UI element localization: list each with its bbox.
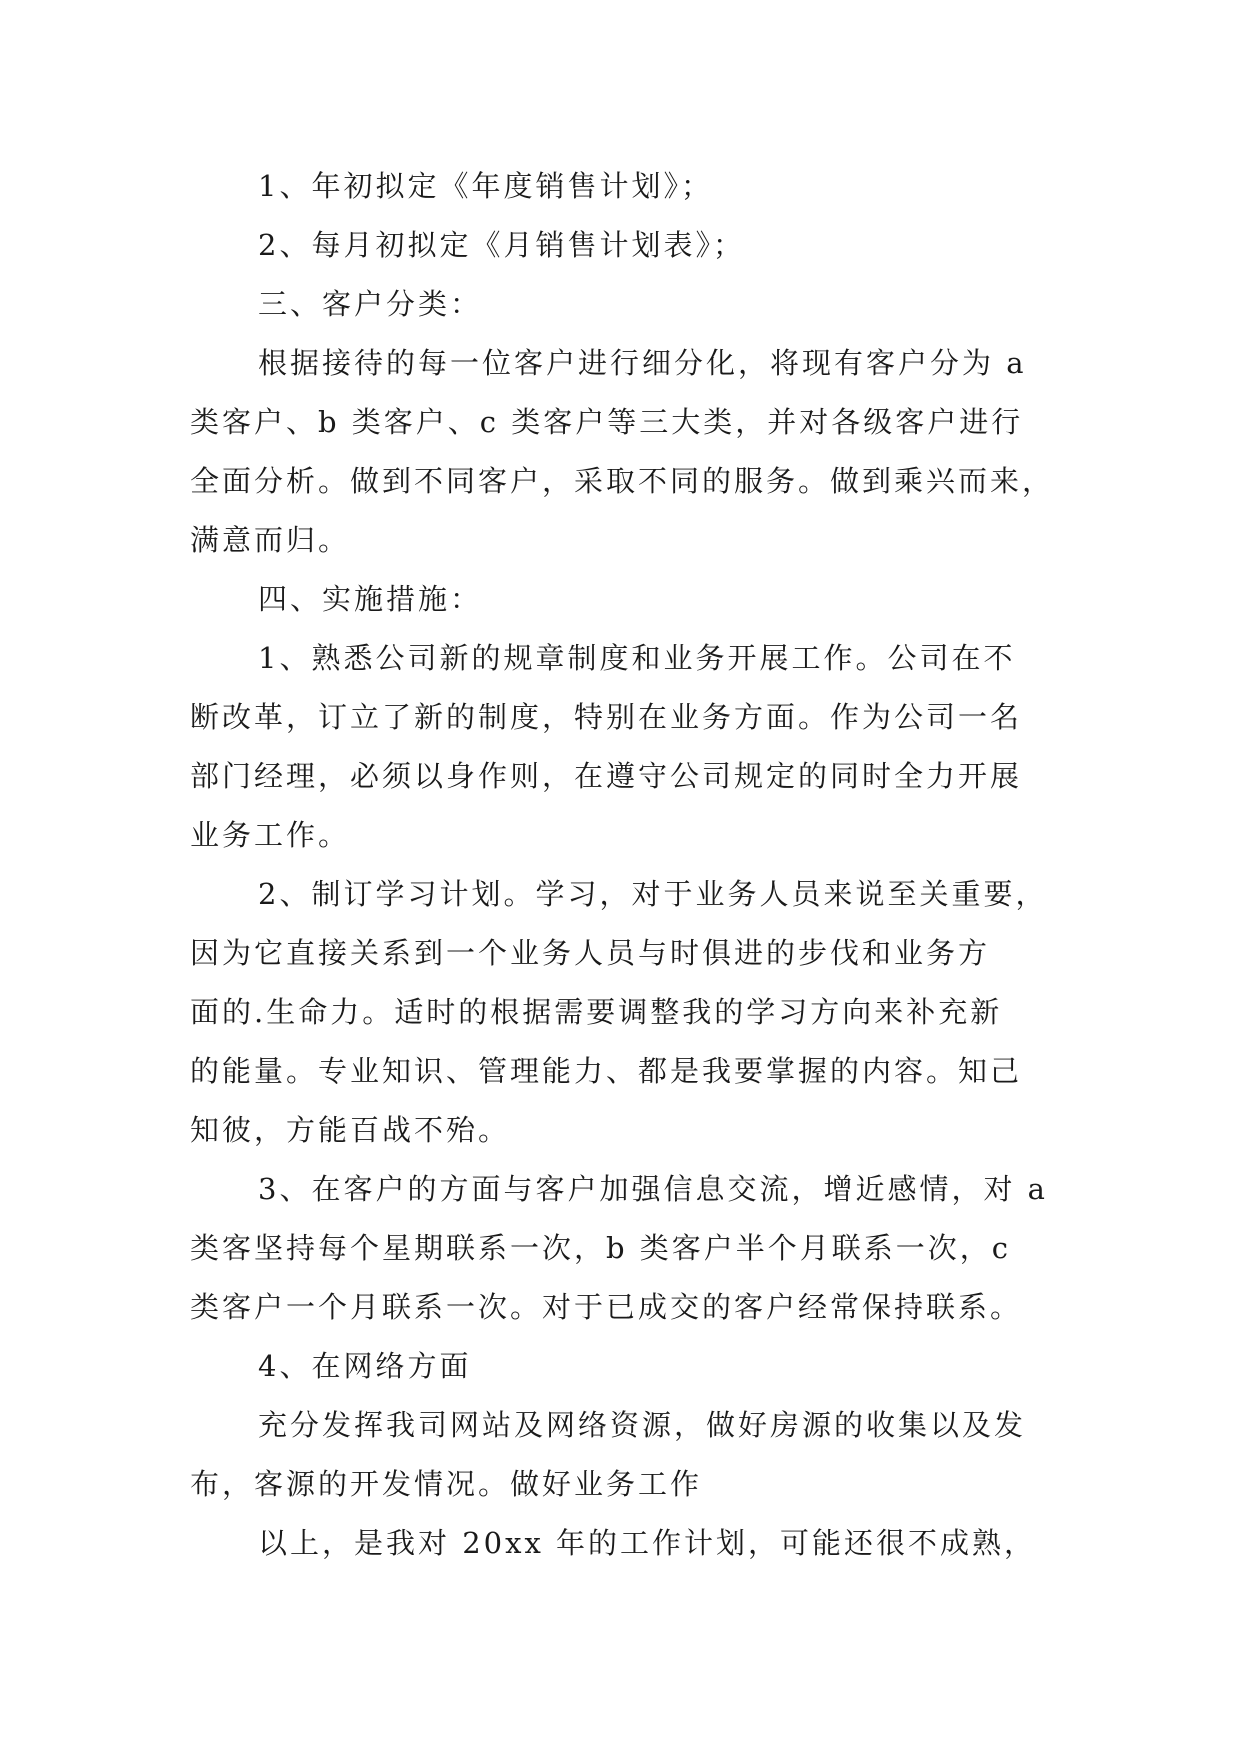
text-line: 类客坚持每个星期联系一次，b 类客户半个月联系一次，c [190, 1231, 1012, 1265]
text-line: 布，客源的开发情况。做好业务工作 [190, 1467, 703, 1501]
text-line: 满意而归。 [190, 523, 351, 557]
text-line: 充分发挥我司网站及网络资源，做好房源的收集以及发 [258, 1408, 1027, 1442]
text-line: 部门经理，必须以身作则，在遵守公司规定的同时全力开展 [190, 759, 1023, 793]
document-body [190, 157, 1055, 1573]
text-line: 2、制订学习计划。学习，对于业务人员来说至关重要， [258, 877, 1048, 911]
text-line: 类客户、b 类客户、c 类客户等三大类，并对各级客户进行 [190, 405, 1024, 439]
text-line: 类客户一个月联系一次。对于已成交的客户经常保持联系。 [190, 1290, 1023, 1324]
text-line: 2、每月初拟定《月销售计划表》； [258, 228, 745, 262]
text-line: 根据接待的每一位客户进行细分化，将现有客户分为 a [258, 346, 1027, 380]
text-line: 因为它直接关系到一个业务人员与时俱进的步伐和业务方 [190, 936, 991, 970]
text-line: 全面分析。做到不同客户，采取不同的服务。做到乘兴而来， [190, 464, 1055, 498]
text-line: 3、在客户的方面与客户加强信息交流，增近感情，对 a [258, 1172, 1048, 1206]
text-line: 断改革，订立了新的制度，特别在业务方面。作为公司一名 [190, 700, 1023, 734]
text-line: 面的.生命力。适时的根据需要调整我的学习方向来补充新 [190, 995, 1003, 1029]
section-heading: 四、实施措施： [258, 582, 483, 616]
text-line: 知彼，方能百战不殆。 [190, 1113, 511, 1147]
text-line: 的能量。专业知识、管理能力、都是我要掌握的内容。知己 [190, 1054, 1023, 1088]
text-line: 4、在网络方面 [258, 1349, 472, 1383]
text-line: 1、年初拟定《年度销售计划》； [258, 169, 713, 203]
text-line: 1、熟悉公司新的规章制度和业务开展工作。公司在不 [258, 641, 1016, 675]
text-line: 业务工作。 [190, 818, 351, 852]
section-heading: 三、客户分类： [258, 287, 483, 321]
text-line: 以上，是我对 20xx 年的工作计划，可能还很不成熟， [258, 1526, 1037, 1560]
